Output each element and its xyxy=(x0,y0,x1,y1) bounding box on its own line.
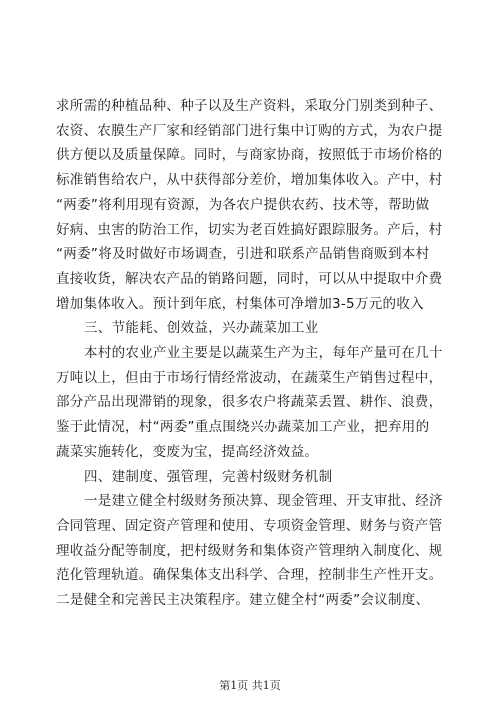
document-body xyxy=(56,94,460,613)
text-line: 供方便以及质量保障。同时，与商家协商，按照低于市场价格的 xyxy=(56,147,443,164)
text-line: 二是健全和完善民主决策程序。建立健全村“两委”会议制度、 xyxy=(56,592,430,609)
page-footer: 第1页 共1页 xyxy=(219,679,281,692)
paragraph-finance-system xyxy=(56,489,460,613)
text-line: 好病、虫害的防治工作，切实为老百姓搞好跟踪服务。产后，村 xyxy=(56,221,443,238)
text-line: 合同管理、固定资产管理和使用、专项资金管理、财务与资产管 xyxy=(56,517,443,534)
text-line: 本村的农业产业主要是以蔬菜生产为主，每年产量可在几十 xyxy=(84,345,443,362)
text-line: 增加集体收入。预计到年底，村集体可净增加3-5万元的收入 xyxy=(56,295,424,312)
text-line: 范化管理轨道。确保集体支出科学、合理，控制非生产性开支。 xyxy=(56,567,443,584)
section-heading-three: 三、节能耗、创效益，兴办蔬菜加工业 xyxy=(84,320,319,337)
text-line: “两委”将及时做好市场调查，引进和联系产品销售商贩到本村 xyxy=(56,246,430,263)
section-heading-four: 四、建制度、强管理，完善村级财务机制 xyxy=(84,468,333,485)
text-line: 理收益分配等制度，把村级财务和集体资产管理纳入制度化、规 xyxy=(56,542,443,559)
text-line: 鉴于此情况，村“两委”重点围绕兴办蔬菜加工产业，把弃用的 xyxy=(56,419,430,436)
paragraph-vegetable-processing xyxy=(56,341,460,465)
text-line: “两委”将利用现有资源，为各农户提供农药、技术等，帮助做 xyxy=(56,196,430,213)
text-line: 万吨以上，但由于市场行情经常波动，在蔬菜生产销售过程中， xyxy=(56,369,443,386)
text-line: 农资、农膜生产厂家和经销部门进行集中订购的方式，为农户提 xyxy=(56,122,443,139)
text-line: 标准销售给农户，从中获得部分差价，增加集体收入。产中，村 xyxy=(56,172,443,189)
paragraph-procurement xyxy=(56,94,460,316)
text-line: 部分产品出现滞销的现象，很多农户将蔬菜丢置、耕作、浪费， xyxy=(56,394,443,411)
text-line: 蔬菜实施转化，变废为宝，提高经济效益。 xyxy=(56,443,319,460)
text-line: 一是建立健全村级财务预决算、现金管理、开支审批、经济 xyxy=(84,493,443,510)
text-line: 求所需的种植品种、种子以及生产资料，采取分门别类到种子、 xyxy=(56,98,443,114)
text-line: 直接收货，解决农产品的销路问题，同时，可以从中提取中介费 xyxy=(56,270,443,287)
